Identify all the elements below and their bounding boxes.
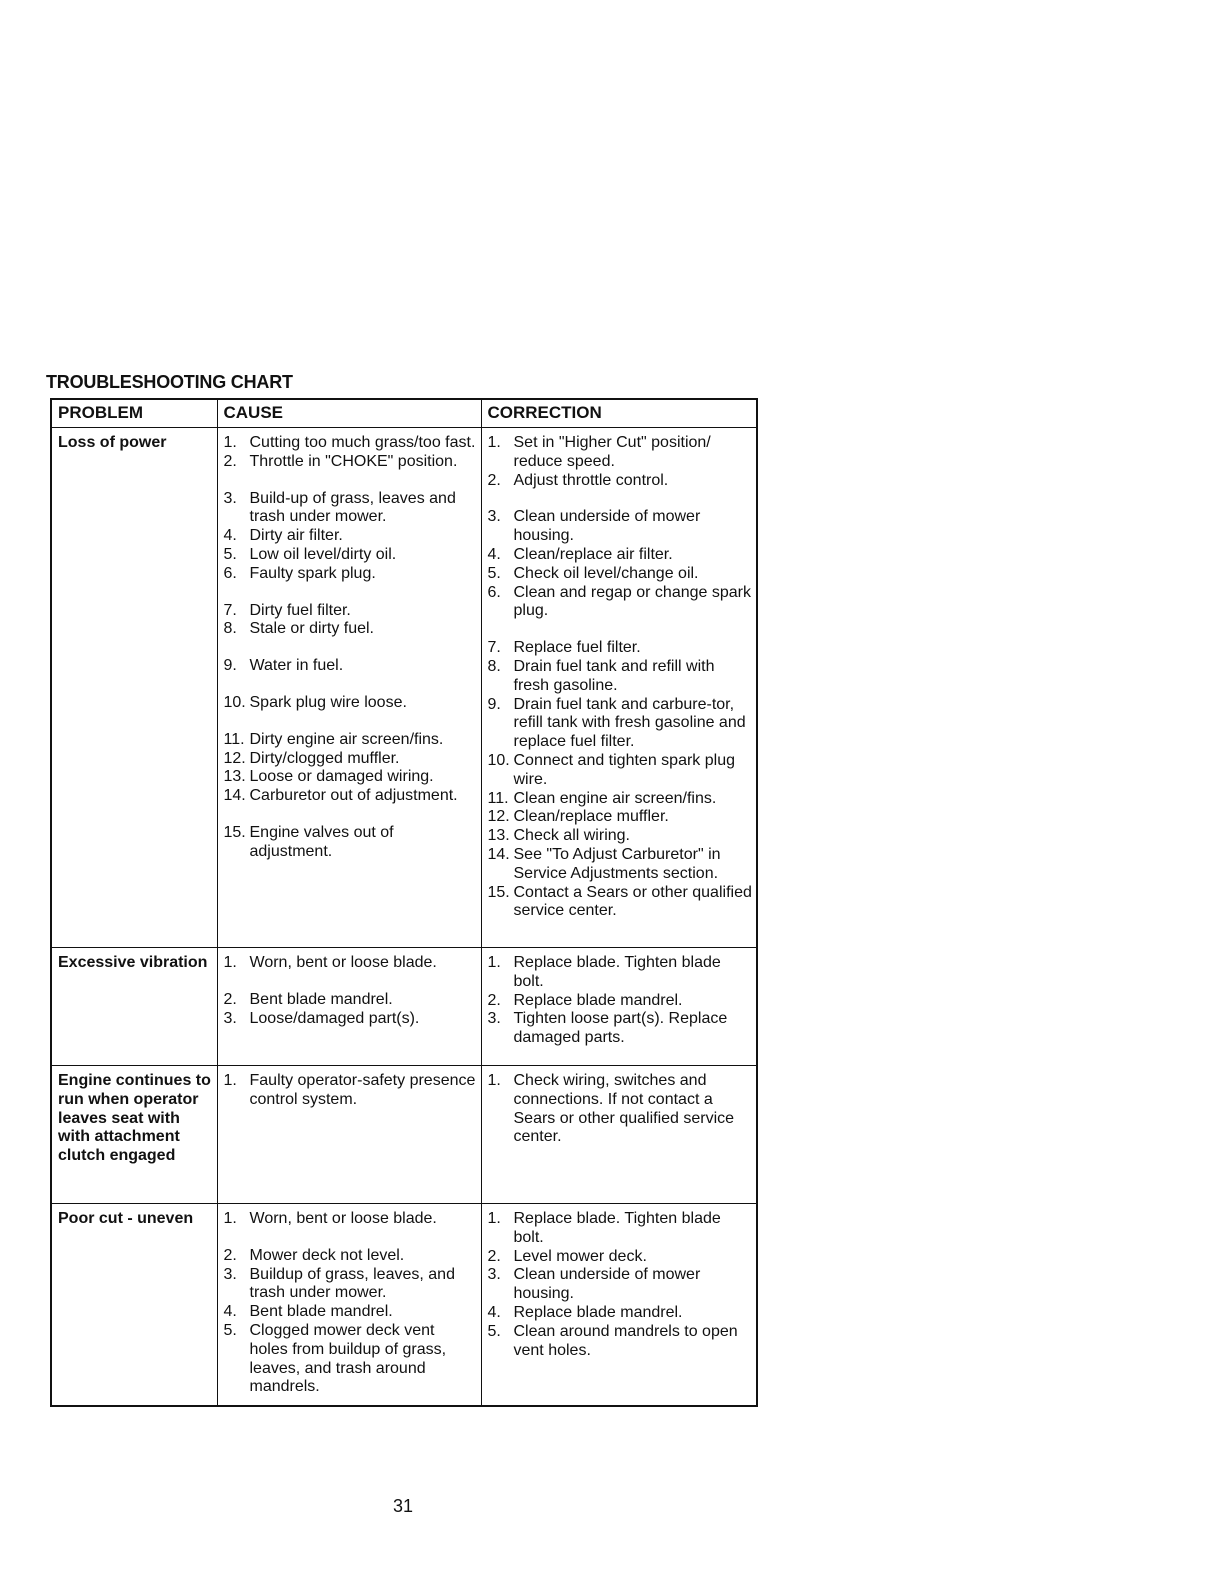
cause-item-number: 5.: [223, 1321, 237, 1339]
cause-item: [224, 1210, 477, 1229]
cause-item-text: Throttle in "CHOKE" position.: [249, 452, 458, 470]
cause-item: [224, 546, 477, 565]
spacer: [224, 639, 477, 657]
correction-item-number: 12.: [487, 808, 510, 826]
correction-item-text: Replace blade. Tighten blade bolt.: [513, 1210, 721, 1246]
cause-item-number: 14.: [223, 787, 246, 805]
problem-cell: Loss of power: [51, 428, 217, 948]
cause-item: [224, 1010, 477, 1029]
correction-item-text: Clean engine air screen/fins.: [513, 789, 717, 807]
cause-item-number: 15.: [223, 823, 246, 841]
correction-item: [488, 1304, 753, 1323]
cause-item-number: 7.: [223, 601, 237, 619]
cause-item-number: 3.: [223, 489, 237, 507]
correction-item-number: 3.: [487, 1266, 501, 1284]
correction-cell: [481, 948, 757, 1066]
spacer: [224, 1229, 477, 1247]
table-row: [51, 1066, 757, 1204]
correction-item-number: 13.: [487, 827, 510, 845]
correction-item-number: 3.: [487, 1010, 501, 1028]
cause-item-text: Cutting too much grass/too fast.: [249, 434, 476, 451]
cause-item-number: 3.: [223, 1009, 237, 1027]
correction-item: [488, 658, 753, 696]
cause-item-text: Faulty spark plug.: [249, 564, 376, 582]
table-row: [51, 428, 757, 948]
correction-item: [488, 1072, 753, 1147]
correction-item-text: Clean underside of mower housing.: [513, 508, 701, 545]
cause-item: [224, 787, 477, 806]
problem-cell: Excessive vibration: [51, 948, 217, 1066]
correction-item: [488, 1248, 753, 1267]
cause-item-number: 1.: [223, 1210, 237, 1227]
table-row: [51, 1204, 757, 1407]
cause-item-text: Loose/damaged part(s).: [249, 1009, 420, 1027]
cause-item: [224, 602, 477, 621]
header-cause: CAUSE: [217, 399, 481, 428]
correction-item: [488, 1210, 753, 1248]
correction-item-text: Connect and tighten spark plug wire.: [513, 751, 735, 788]
correction-item-number: 8.: [487, 657, 501, 675]
correction-item-text: Clean around mandrels to open vent holes.: [513, 1322, 738, 1359]
correction-item-text: Check oil level/change oil.: [513, 564, 699, 582]
cause-cell: [217, 1066, 481, 1204]
correction-item: [488, 546, 753, 565]
cause-item-number: 9.: [223, 657, 237, 675]
correction-item: [488, 992, 753, 1011]
cause-item-text: Dirty engine air screen/fins.: [249, 730, 444, 748]
correction-item-text: Drain fuel tank and refill with fresh gasoline.: [513, 657, 715, 694]
spacer: [488, 621, 753, 639]
correction-item-number: 2.: [487, 471, 501, 489]
cause-item-number: 4.: [223, 1303, 237, 1321]
correction-item-number: 4.: [487, 545, 501, 563]
correction-item-text: Clean underside of mower housing.: [513, 1266, 701, 1303]
cause-item-number: 12.: [223, 749, 246, 767]
cause-item: [224, 1266, 477, 1304]
cause-item-number: 10.: [223, 693, 246, 711]
chart-title: TROUBLESHOOTING CHART: [46, 372, 293, 392]
correction-item-text: Replace fuel filter.: [513, 639, 641, 657]
correction-item-number: 11.: [487, 789, 509, 807]
correction-item-text: Check all wiring.: [513, 827, 630, 845]
correction-item: [488, 884, 753, 922]
correction-item-number: 6.: [487, 583, 501, 601]
cause-item: [224, 565, 477, 584]
correction-item: [488, 1266, 753, 1304]
correction-item: [488, 790, 753, 809]
header-correction: CORRECTION: [481, 399, 757, 428]
cause-item: [224, 694, 477, 713]
problem-cell: Engine continues to run when operator leaves seat with with attachment clutch engaged: [51, 1066, 217, 1204]
troubleshooting-table: [50, 398, 758, 1407]
cause-item: [224, 657, 477, 676]
cause-item: [224, 490, 477, 528]
cause-item-text: Low oil level/dirty oil.: [249, 545, 397, 563]
spacer: [224, 806, 477, 824]
cause-item-text: Bent blade mandrel.: [249, 1303, 393, 1321]
cause-item: [224, 768, 477, 787]
cause-item: [224, 1322, 477, 1397]
correction-item-text: Clean/replace air filter.: [513, 545, 673, 563]
correction-item-text: Adjust throttle control.: [513, 471, 669, 489]
correction-item-text: Drain fuel tank and carbure-tor, refill tank with fresh gasoline and replace fuel filter.: [513, 695, 746, 751]
cause-item: [224, 527, 477, 546]
cause-item: [224, 1303, 477, 1322]
cause-item-number: 11.: [223, 730, 245, 748]
correction-cell: [481, 1066, 757, 1204]
correction-item-text: Level mower deck.: [513, 1247, 647, 1265]
correction-item-text: See "To Adjust Carburetor" in Service Adjustments section.: [513, 845, 721, 882]
correction-item-number: 1.: [487, 1072, 501, 1089]
problem-cell: Poor cut - uneven: [51, 1204, 217, 1407]
correction-item-text: Replace blade. Tighten blade bolt.: [513, 954, 721, 990]
cause-item-number: 13.: [223, 768, 246, 786]
correction-cell: [481, 1204, 757, 1407]
header-problem: PROBLEM: [51, 399, 217, 428]
cause-item-text: Build-up of grass, leaves and trash under mower.: [249, 489, 456, 526]
cause-item: [224, 954, 477, 973]
cause-item-text: Water in fuel.: [249, 657, 344, 675]
cause-item-number: 2.: [223, 1246, 237, 1264]
correction-item-text: Clean and regap or change spark plug.: [513, 583, 751, 620]
correction-item: [488, 565, 753, 584]
correction-item-number: 3.: [487, 508, 501, 526]
header-row: [51, 399, 757, 428]
correction-item: [488, 846, 753, 884]
cause-item-text: Worn, bent or loose blade.: [249, 1210, 437, 1227]
cause-item: [224, 991, 477, 1010]
spacer: [224, 472, 477, 490]
cause-item-number: 3.: [223, 1265, 237, 1283]
cause-cell: [217, 428, 481, 948]
correction-item-number: 10.: [487, 751, 510, 769]
cause-item-text: Mower deck not level.: [249, 1246, 405, 1264]
spacer: [224, 676, 477, 694]
correction-item-text: Check wiring, switches and connections. If not contact a Sears or other qualified service center.: [513, 1072, 735, 1146]
cause-item: [224, 1247, 477, 1266]
cause-item: [224, 824, 477, 862]
correction-item-number: 2.: [487, 1247, 501, 1265]
spacer: [224, 713, 477, 731]
cause-item-text: Loose or damaged wiring.: [249, 768, 434, 786]
cause-item: [224, 620, 477, 639]
correction-item-number: 2.: [487, 991, 501, 1009]
correction-item-number: 1.: [487, 434, 501, 451]
cause-item-number: 5.: [223, 545, 237, 563]
cause-item-text: Carburetor out of adjustment.: [249, 787, 458, 805]
correction-item-number: 1.: [487, 954, 501, 971]
cause-item: [224, 453, 477, 472]
cause-item-number: 2.: [223, 452, 237, 470]
cause-item-text: Faulty operator-safety presence control system.: [249, 1072, 476, 1108]
correction-item: [488, 1323, 753, 1361]
correction-item: [488, 584, 753, 622]
spacer: [224, 973, 477, 991]
cause-item-text: Bent blade mandrel.: [249, 990, 393, 1008]
correction-item: [488, 827, 753, 846]
cause-item-text: Stale or dirty fuel.: [249, 620, 374, 638]
correction-item-text: Replace blade mandrel.: [513, 991, 683, 1009]
cause-item-text: Dirty/clogged muffler.: [249, 749, 400, 767]
cause-item-text: Worn, bent or loose blade.: [249, 954, 437, 971]
correction-item-number: 14.: [487, 845, 510, 863]
correction-item: [488, 508, 753, 546]
correction-item-number: 4.: [487, 1303, 501, 1321]
cause-item-number: 1.: [223, 1072, 237, 1089]
cause-item-text: Dirty air filter.: [249, 527, 343, 545]
cause-item-text: Dirty fuel filter.: [249, 601, 351, 619]
cause-cell: [217, 1204, 481, 1407]
cause-item-number: 2.: [223, 990, 237, 1008]
spacer: [488, 490, 753, 508]
correction-item-number: 15.: [487, 883, 510, 901]
spacer: [224, 584, 477, 602]
cause-item-text: Engine valves out of adjustment.: [249, 823, 394, 860]
cause-item-number: 8.: [223, 620, 237, 638]
table-row: [51, 948, 757, 1066]
correction-item-number: 5.: [487, 1322, 501, 1340]
correction-item: [488, 434, 753, 472]
correction-item: [488, 472, 753, 491]
correction-cell: [481, 428, 757, 948]
cause-item: [224, 731, 477, 750]
cause-cell: [217, 948, 481, 1066]
cause-item-number: 6.: [223, 564, 237, 582]
cause-item: [224, 434, 477, 453]
correction-item-text: Set in "Higher Cut" position/ reduce speed.: [513, 434, 711, 470]
cause-item-number: 1.: [223, 434, 237, 451]
correction-item-number: 7.: [487, 639, 501, 657]
correction-item-number: 1.: [487, 1210, 501, 1227]
correction-item: [488, 1010, 753, 1048]
correction-item-text: Clean/replace muffler.: [513, 808, 669, 826]
cause-item-text: Buildup of grass, leaves, and trash under mower.: [249, 1265, 455, 1302]
correction-item-text: Contact a Sears or other qualified service center.: [513, 883, 752, 920]
cause-item-number: 1.: [223, 954, 237, 971]
correction-item: [488, 639, 753, 658]
correction-item: [488, 752, 753, 790]
page-number: 31: [393, 1496, 414, 1516]
correction-item: [488, 954, 753, 992]
cause-item: [224, 750, 477, 769]
correction-item-number: 5.: [487, 564, 501, 582]
cause-item-text: Clogged mower deck vent holes from buildup of grass, leaves, and trash around mandrels.: [249, 1321, 447, 1396]
correction-item-number: 9.: [487, 695, 501, 713]
correction-item-text: Replace blade mandrel.: [513, 1303, 683, 1321]
correction-item: [488, 696, 753, 752]
correction-item: [488, 808, 753, 827]
cause-item: [224, 1072, 477, 1110]
cause-item-number: 4.: [223, 527, 237, 545]
cause-item-text: Spark plug wire loose.: [249, 693, 407, 711]
correction-item-text: Tighten loose part(s). Replace damaged parts.: [513, 1010, 728, 1047]
